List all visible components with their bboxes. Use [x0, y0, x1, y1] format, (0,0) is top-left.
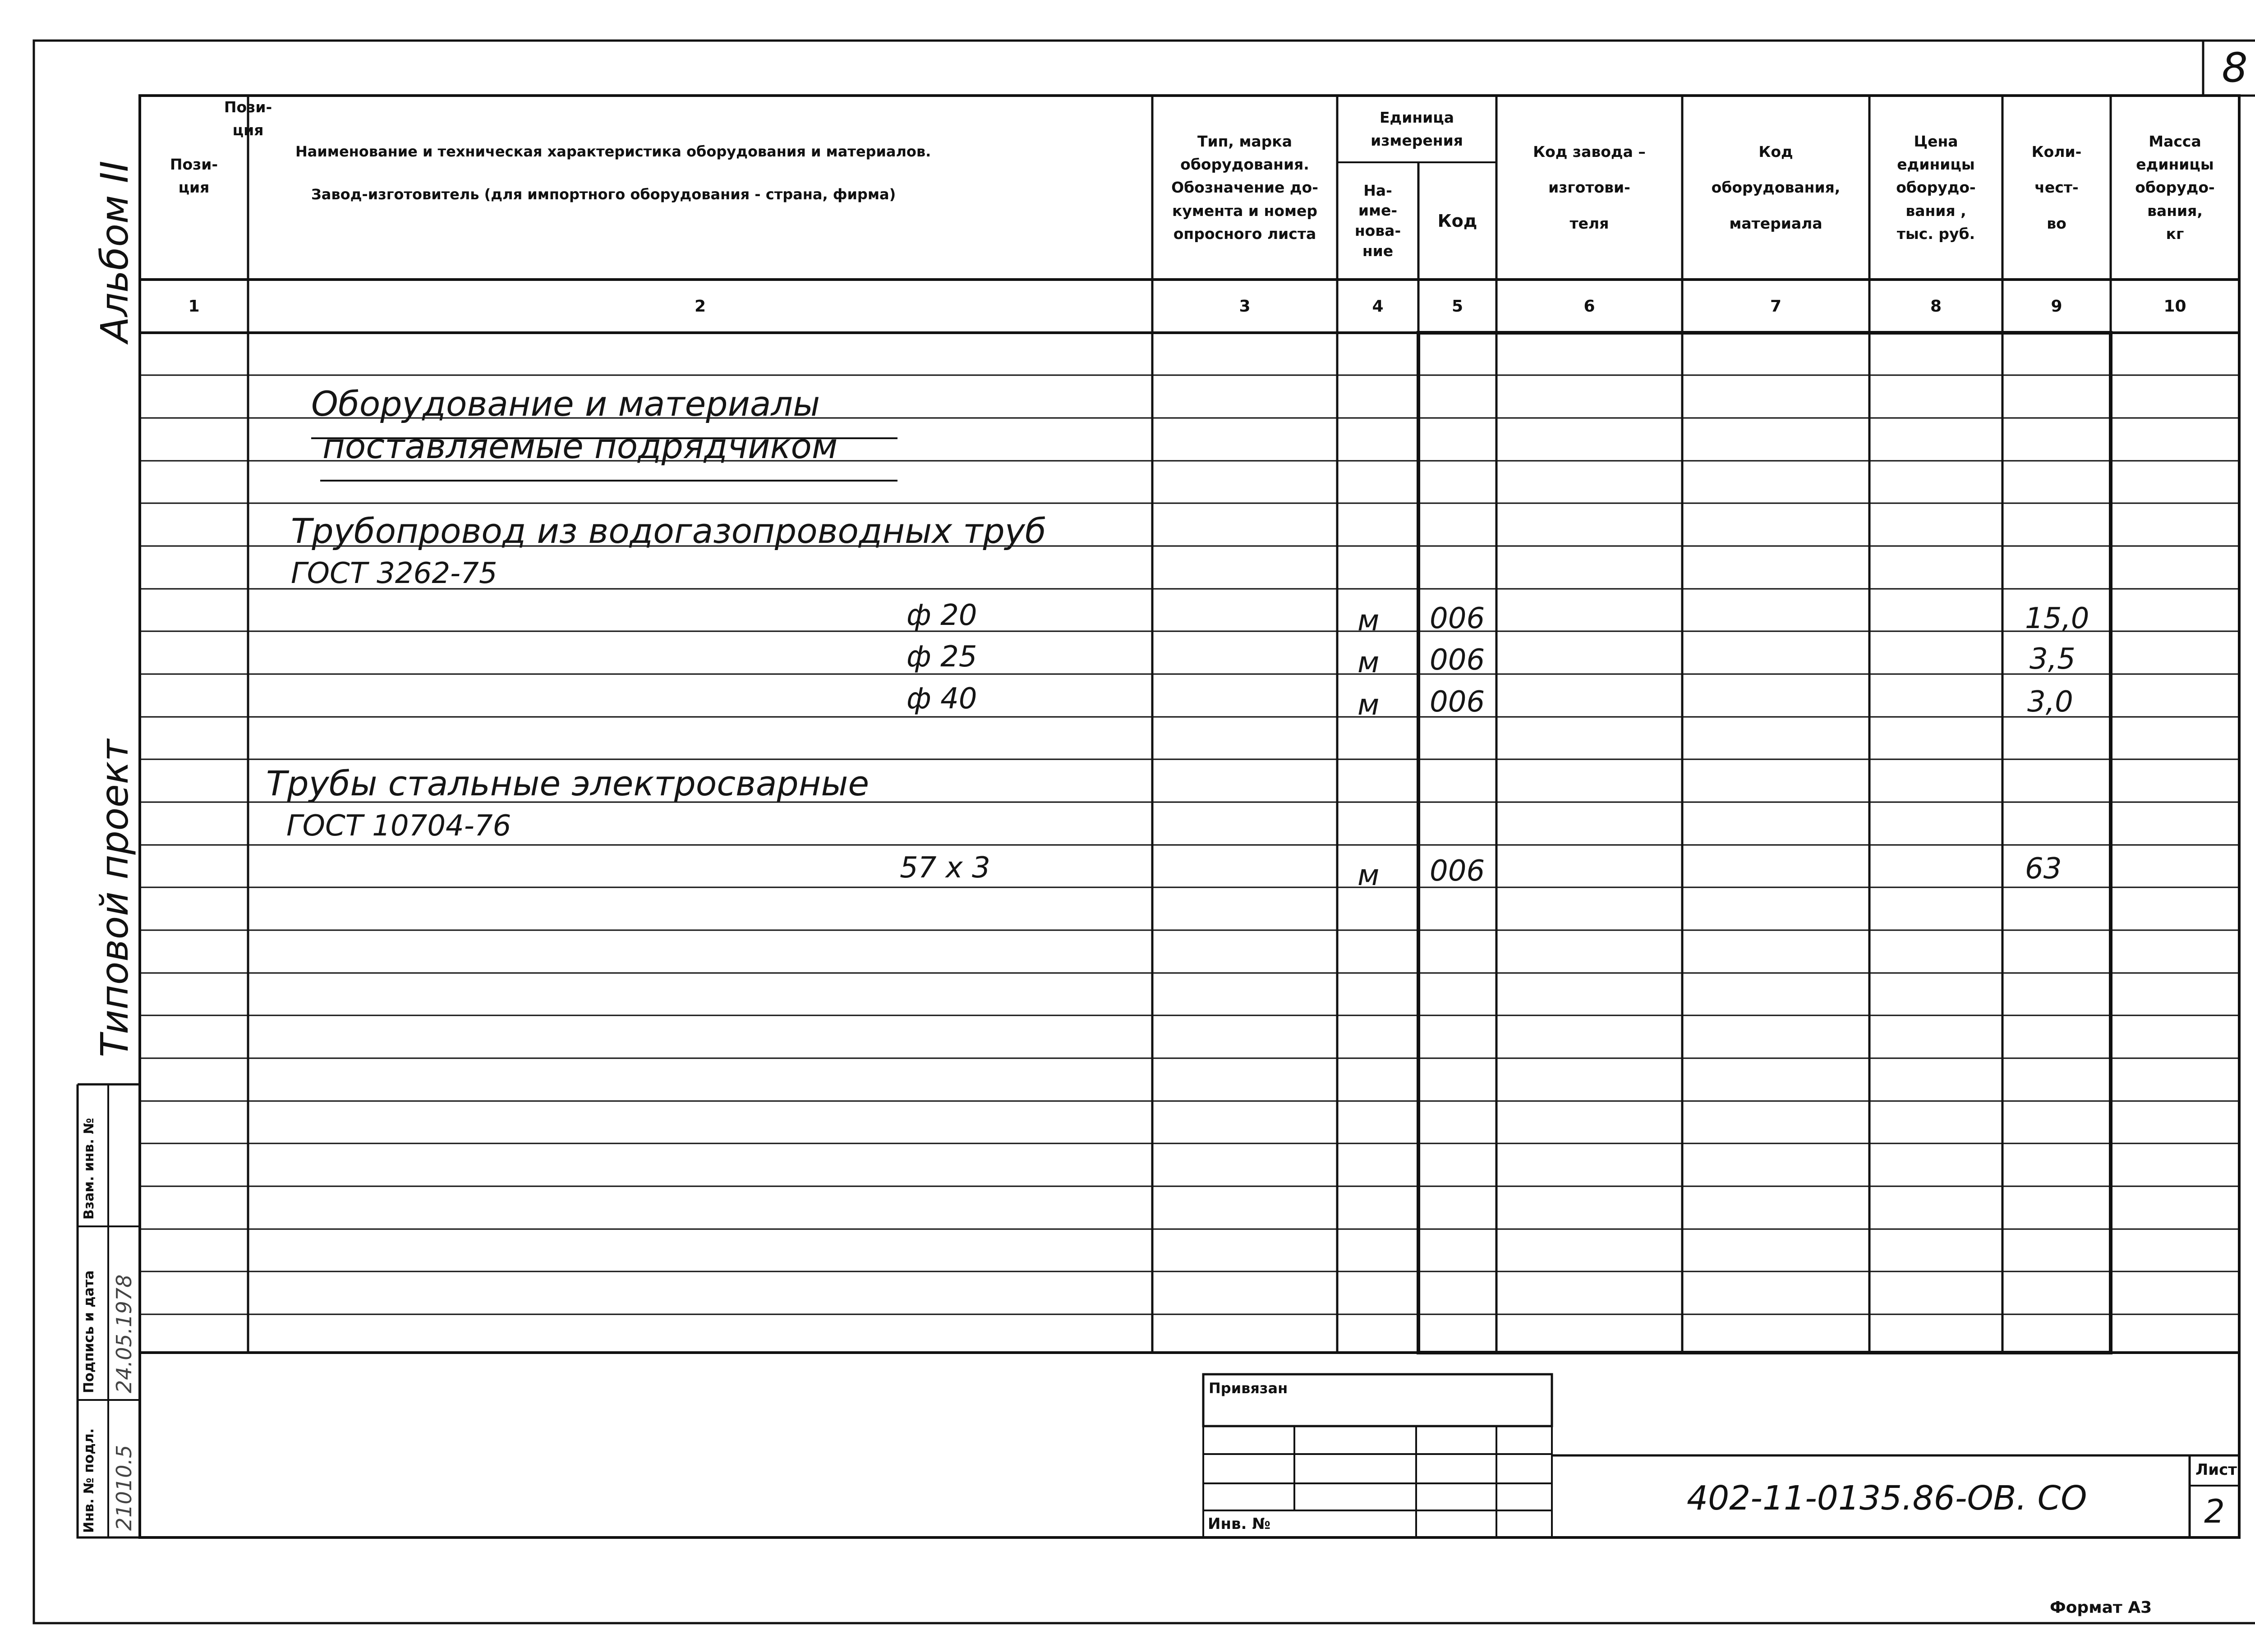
header-col-name-line1: Наименование и техническая характеристика оборудования и материалов. [295, 143, 931, 160]
column-number-1: 1 [188, 297, 200, 316]
column-number-4: 4 [1372, 297, 1384, 316]
sheet-list-label: Лист [2195, 1461, 2237, 1479]
item-unit-pipe-20: м [1358, 604, 1380, 638]
attached-label: Привязан [1209, 1380, 1288, 1397]
item-unit-pipe-40: м [1358, 688, 1380, 722]
column-number-6: 6 [1583, 297, 1595, 316]
stamp-value-signature-date: 24.05.1978 [112, 1274, 136, 1393]
album-label: Альбом II [92, 161, 137, 343]
header-col-mass: Масса единицы оборудо- вания, кг [2135, 133, 2215, 243]
header-col-factory-code: Код завода – изготови- теля [1533, 143, 1646, 232]
column-number-2: 2 [694, 297, 706, 316]
item-qty-pipe-25: 3,5 [2030, 642, 2076, 676]
sheet-corner-number: 8 [2222, 44, 2248, 92]
item-unit-pipe-57x3: м [1358, 859, 1380, 892]
item-qty-pipe-57x3: 63 [2025, 852, 2062, 886]
item-code-pipe-25: 006 [1430, 643, 1485, 677]
item-code-pipe-40: 006 [1430, 685, 1485, 719]
group2-standard: ГОСТ 10704-76 [286, 809, 511, 843]
item-unit-pipe-25: м [1358, 646, 1380, 679]
header-col-unit: Единица измерения [1371, 108, 1463, 149]
header-col-type: Тип, марка оборудования. Обозначение до- кумента и номер опросного листа [1171, 133, 1318, 243]
typical-project-label: Типовой проект [92, 739, 137, 1057]
column-number-10: 10 [2163, 297, 2186, 316]
header-col-price: Цена единицы оборудо- вания , тыс. руб. [1896, 133, 1976, 243]
item-code-pipe-57x3: 006 [1430, 854, 1485, 888]
format-label: Формат А3 [2050, 1598, 2152, 1617]
group1-standard: ГОСТ 3262-75 [291, 557, 497, 590]
column-number-5: 5 [1451, 297, 1463, 316]
sheet-list-number: 2 [2204, 1492, 2225, 1530]
header-col-name-line2: Завод-изготовитель (для импортного оборудования - страна, фирма) [311, 186, 896, 203]
group1-title: Трубопровод из водогазопроводных труб [291, 511, 1046, 551]
column-number-3: 3 [1239, 297, 1251, 316]
stamp-label-signature-date: Подпись и дата [81, 1270, 97, 1393]
stamp-label-original-inv: Инв. № подл. [81, 1428, 97, 1533]
header-col-unit-code: Код [1437, 211, 1477, 231]
column-number-7: 7 [1770, 297, 1782, 316]
item-name-pipe-57x3: 57 х 3 [900, 851, 990, 885]
header-col-unit-name: На- име- нова- ние [1354, 181, 1401, 260]
item-code-pipe-20: 006 [1430, 602, 1485, 635]
header-col-position: Пози- ция [170, 155, 218, 196]
column-number-9: 9 [2051, 297, 2062, 316]
document-code: 402-11-0135.86-ОВ. СО [1687, 1479, 2087, 1518]
inv-number-label: Инв. № [1208, 1515, 1271, 1533]
column-number-8: 8 [1930, 297, 1942, 316]
stamp-label-replaced-inv: Взам. инв. № [81, 1118, 97, 1220]
group2-title: Трубы стальные электросварные [266, 763, 870, 803]
header-col-quantity: Коли- чест- во [2031, 143, 2082, 232]
section-heading-line2: поставляемые подрядчиком [322, 426, 838, 466]
header-col-name [248, 96, 1152, 280]
stamp-value-original-inv: 21010.5 [112, 1445, 136, 1531]
item-qty-pipe-40: 3,0 [2027, 685, 2073, 719]
item-name-pipe-20: ф 20 [907, 599, 977, 632]
header-col-equipment-code: Код оборудования, материала [1711, 143, 1841, 232]
item-name-pipe-40: ф 40 [907, 682, 977, 716]
item-qty-pipe-20: 15,0 [2025, 602, 2089, 635]
item-name-pipe-25: ф 25 [907, 640, 977, 674]
section-heading-line1: Оборудование и материалы [311, 384, 820, 424]
